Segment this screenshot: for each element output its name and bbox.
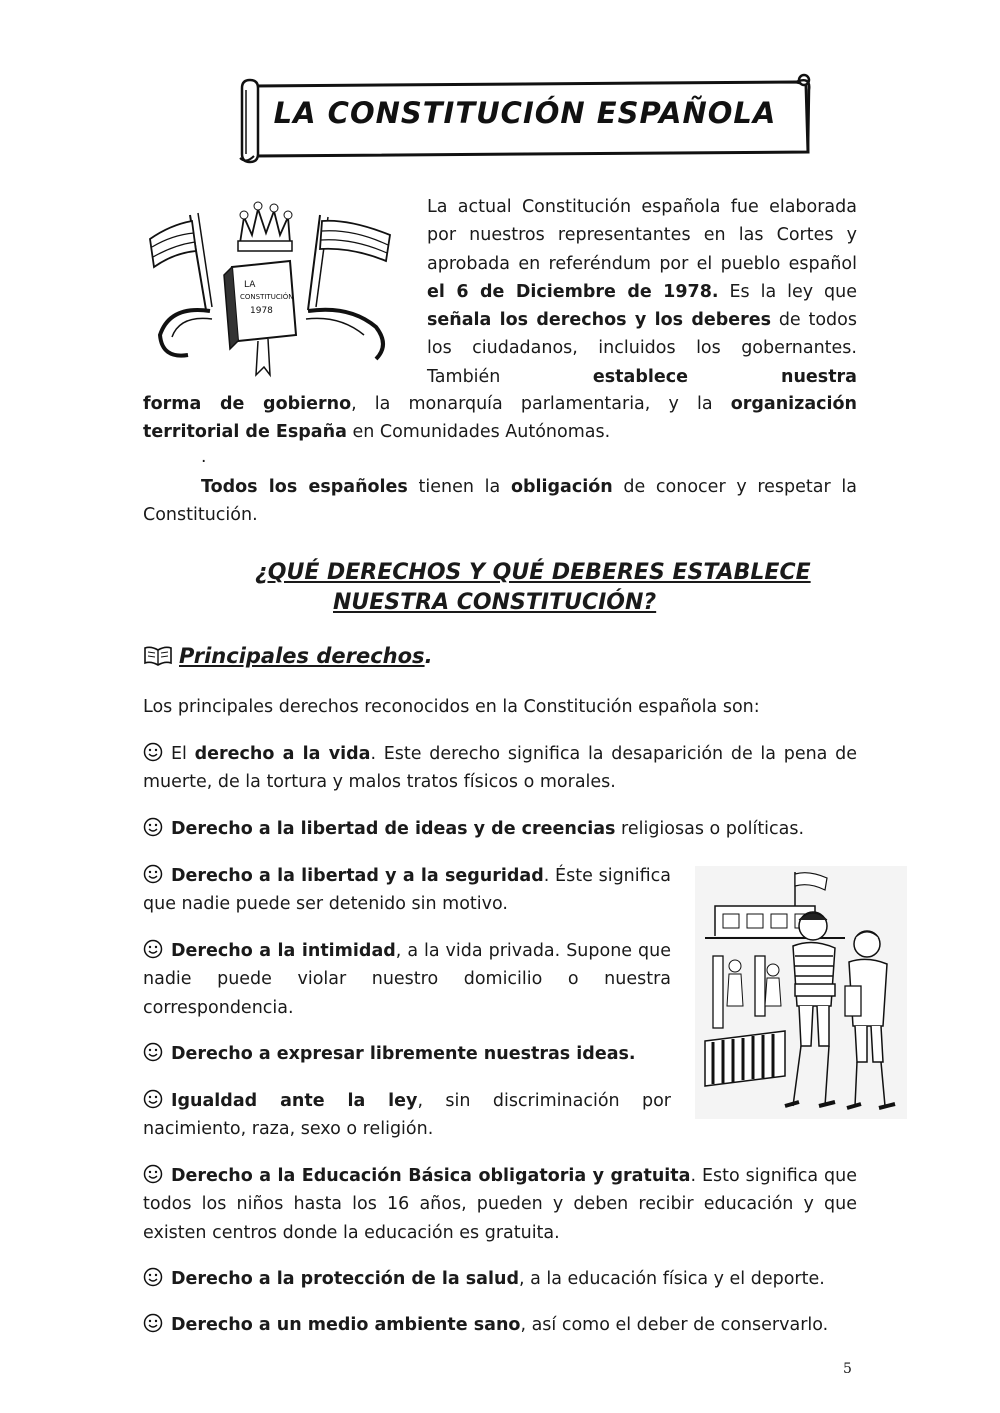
obligation-bold-2: obligación bbox=[510, 477, 613, 497]
intro-text-4: , la monarquía parlamentaria, y la bbox=[351, 394, 713, 414]
intro-bold-territorial: organización territorial de España bbox=[143, 394, 857, 443]
intro-text-3: de todos los ciudadanos, incluidos los gobernantes. También bbox=[427, 310, 857, 387]
rights-lead-text: Los principales derechos reconocidos en la Constitución española son: bbox=[143, 697, 760, 717]
intro-bold-government: forma de gobierno bbox=[143, 394, 352, 414]
right-item bbox=[143, 1040, 671, 1068]
right-bold: Derecho a la libertad de ideas y de creencias bbox=[171, 819, 616, 839]
separator-dot: . bbox=[201, 447, 207, 467]
intro-text-1: La actual Constitución española fue elaborada por nuestros representantes en las Cortes y aprobada en referéndum por el pueblo español bbox=[427, 197, 857, 274]
right-text: religiosas o políticas. bbox=[615, 819, 805, 839]
right-item bbox=[143, 937, 671, 1022]
open-book-icon bbox=[143, 646, 173, 666]
right-item bbox=[143, 740, 857, 797]
right-text: , a la educación física y el deporte. bbox=[518, 1269, 825, 1289]
intro-bold-rights: señala los derechos y los deberes bbox=[427, 310, 772, 331]
right-item bbox=[143, 1087, 671, 1144]
right-bold: Derecho a la protección de la salud bbox=[171, 1269, 519, 1289]
smiley-icon bbox=[143, 1313, 163, 1333]
right-item bbox=[143, 1265, 857, 1293]
right-bold: derecho a la vida bbox=[194, 744, 371, 764]
question-heading-line-2: NUESTRA CONSTITUCIÓN? bbox=[333, 590, 657, 615]
school-children-illustration bbox=[695, 866, 907, 1119]
smiley-icon bbox=[143, 1089, 163, 1109]
section-title-text: Principales derechos bbox=[179, 644, 425, 668]
intro-text-2: Es la ley que bbox=[729, 281, 857, 302]
title-scroll-banner bbox=[236, 72, 814, 164]
intro-date: el 6 de Diciembre de 1978. bbox=[427, 281, 719, 302]
book-label-3: 1978 bbox=[250, 306, 273, 316]
obligation-paragraph bbox=[143, 473, 857, 530]
right-bold: Derecho a la libertad y a la seguridad bbox=[171, 866, 544, 886]
page-number: 5 bbox=[843, 1361, 852, 1377]
section-title bbox=[143, 644, 433, 668]
right-item bbox=[143, 815, 857, 843]
right-text: . Este derecho significa la desaparición de la pena de muerte, de la tortura y malos tratos físicos o morales. bbox=[143, 744, 857, 793]
question-heading-line-1: ¿QUÉ DERECHOS Y QUÉ DEBERES ESTABLECE bbox=[255, 560, 811, 585]
section-title-suffix: . bbox=[424, 644, 433, 668]
right-bold: Derecho a la Educación Básica obligatoria y gratuita bbox=[171, 1166, 691, 1186]
right-bold: Igualdad ante la ley bbox=[171, 1091, 418, 1111]
smiley-icon bbox=[143, 939, 163, 959]
smiley-icon bbox=[143, 1267, 163, 1287]
book-label-2: CONSTITUCIÓN bbox=[240, 293, 294, 301]
constitution-crown-illustration bbox=[140, 195, 408, 385]
right-bold: Derecho a la intimidad bbox=[171, 941, 396, 961]
right-text: , así como el deber de conservarlo. bbox=[520, 1315, 829, 1335]
smiley-icon bbox=[143, 864, 163, 884]
intro-bold-establece: establece nuestra bbox=[592, 366, 857, 387]
right-text: . Éste significa que nadie puede ser detenido sin motivo. bbox=[143, 866, 671, 915]
right-text: , a la vida privada. Supone que nadie puede violar nuestro domicilio o nuestra correspondencia. bbox=[143, 941, 671, 1018]
intro-text-5: en Comunidades Autónomas. bbox=[352, 422, 611, 443]
smiley-icon bbox=[143, 1042, 163, 1062]
smiley-icon bbox=[143, 742, 163, 762]
right-item bbox=[143, 1311, 857, 1339]
page-title: LA CONSTITUCIÓN ESPAÑOLA bbox=[273, 96, 777, 130]
obligation-text-1: tienen la bbox=[418, 477, 501, 497]
right-bold: Derecho a expresar libremente nuestras ideas. bbox=[171, 1044, 636, 1064]
smiley-icon bbox=[143, 1164, 163, 1184]
question-heading bbox=[143, 558, 857, 618]
right-text: , sin discriminación por nacimiento, raza, sexo o religión. bbox=[143, 1091, 672, 1140]
intro-paragraph-continued bbox=[143, 390, 857, 447]
right-item bbox=[143, 1162, 857, 1247]
right-item bbox=[143, 862, 671, 919]
book-label-1: LA bbox=[244, 280, 256, 290]
intro-paragraph bbox=[427, 193, 857, 391]
obligation-bold-1: Todos los españoles bbox=[201, 477, 408, 497]
right-bold: Derecho a un medio ambiente sano bbox=[171, 1315, 521, 1335]
right-text: . Esto significa que todos los niños hasta los 16 años, pueden y deben recibir educación y que existen centros donde la educación es gratuita. bbox=[143, 1166, 857, 1243]
right-prefix: El bbox=[171, 744, 187, 764]
obligation-text-2: de conocer y respetar la Constitución. bbox=[143, 477, 857, 526]
smiley-icon bbox=[143, 817, 163, 837]
